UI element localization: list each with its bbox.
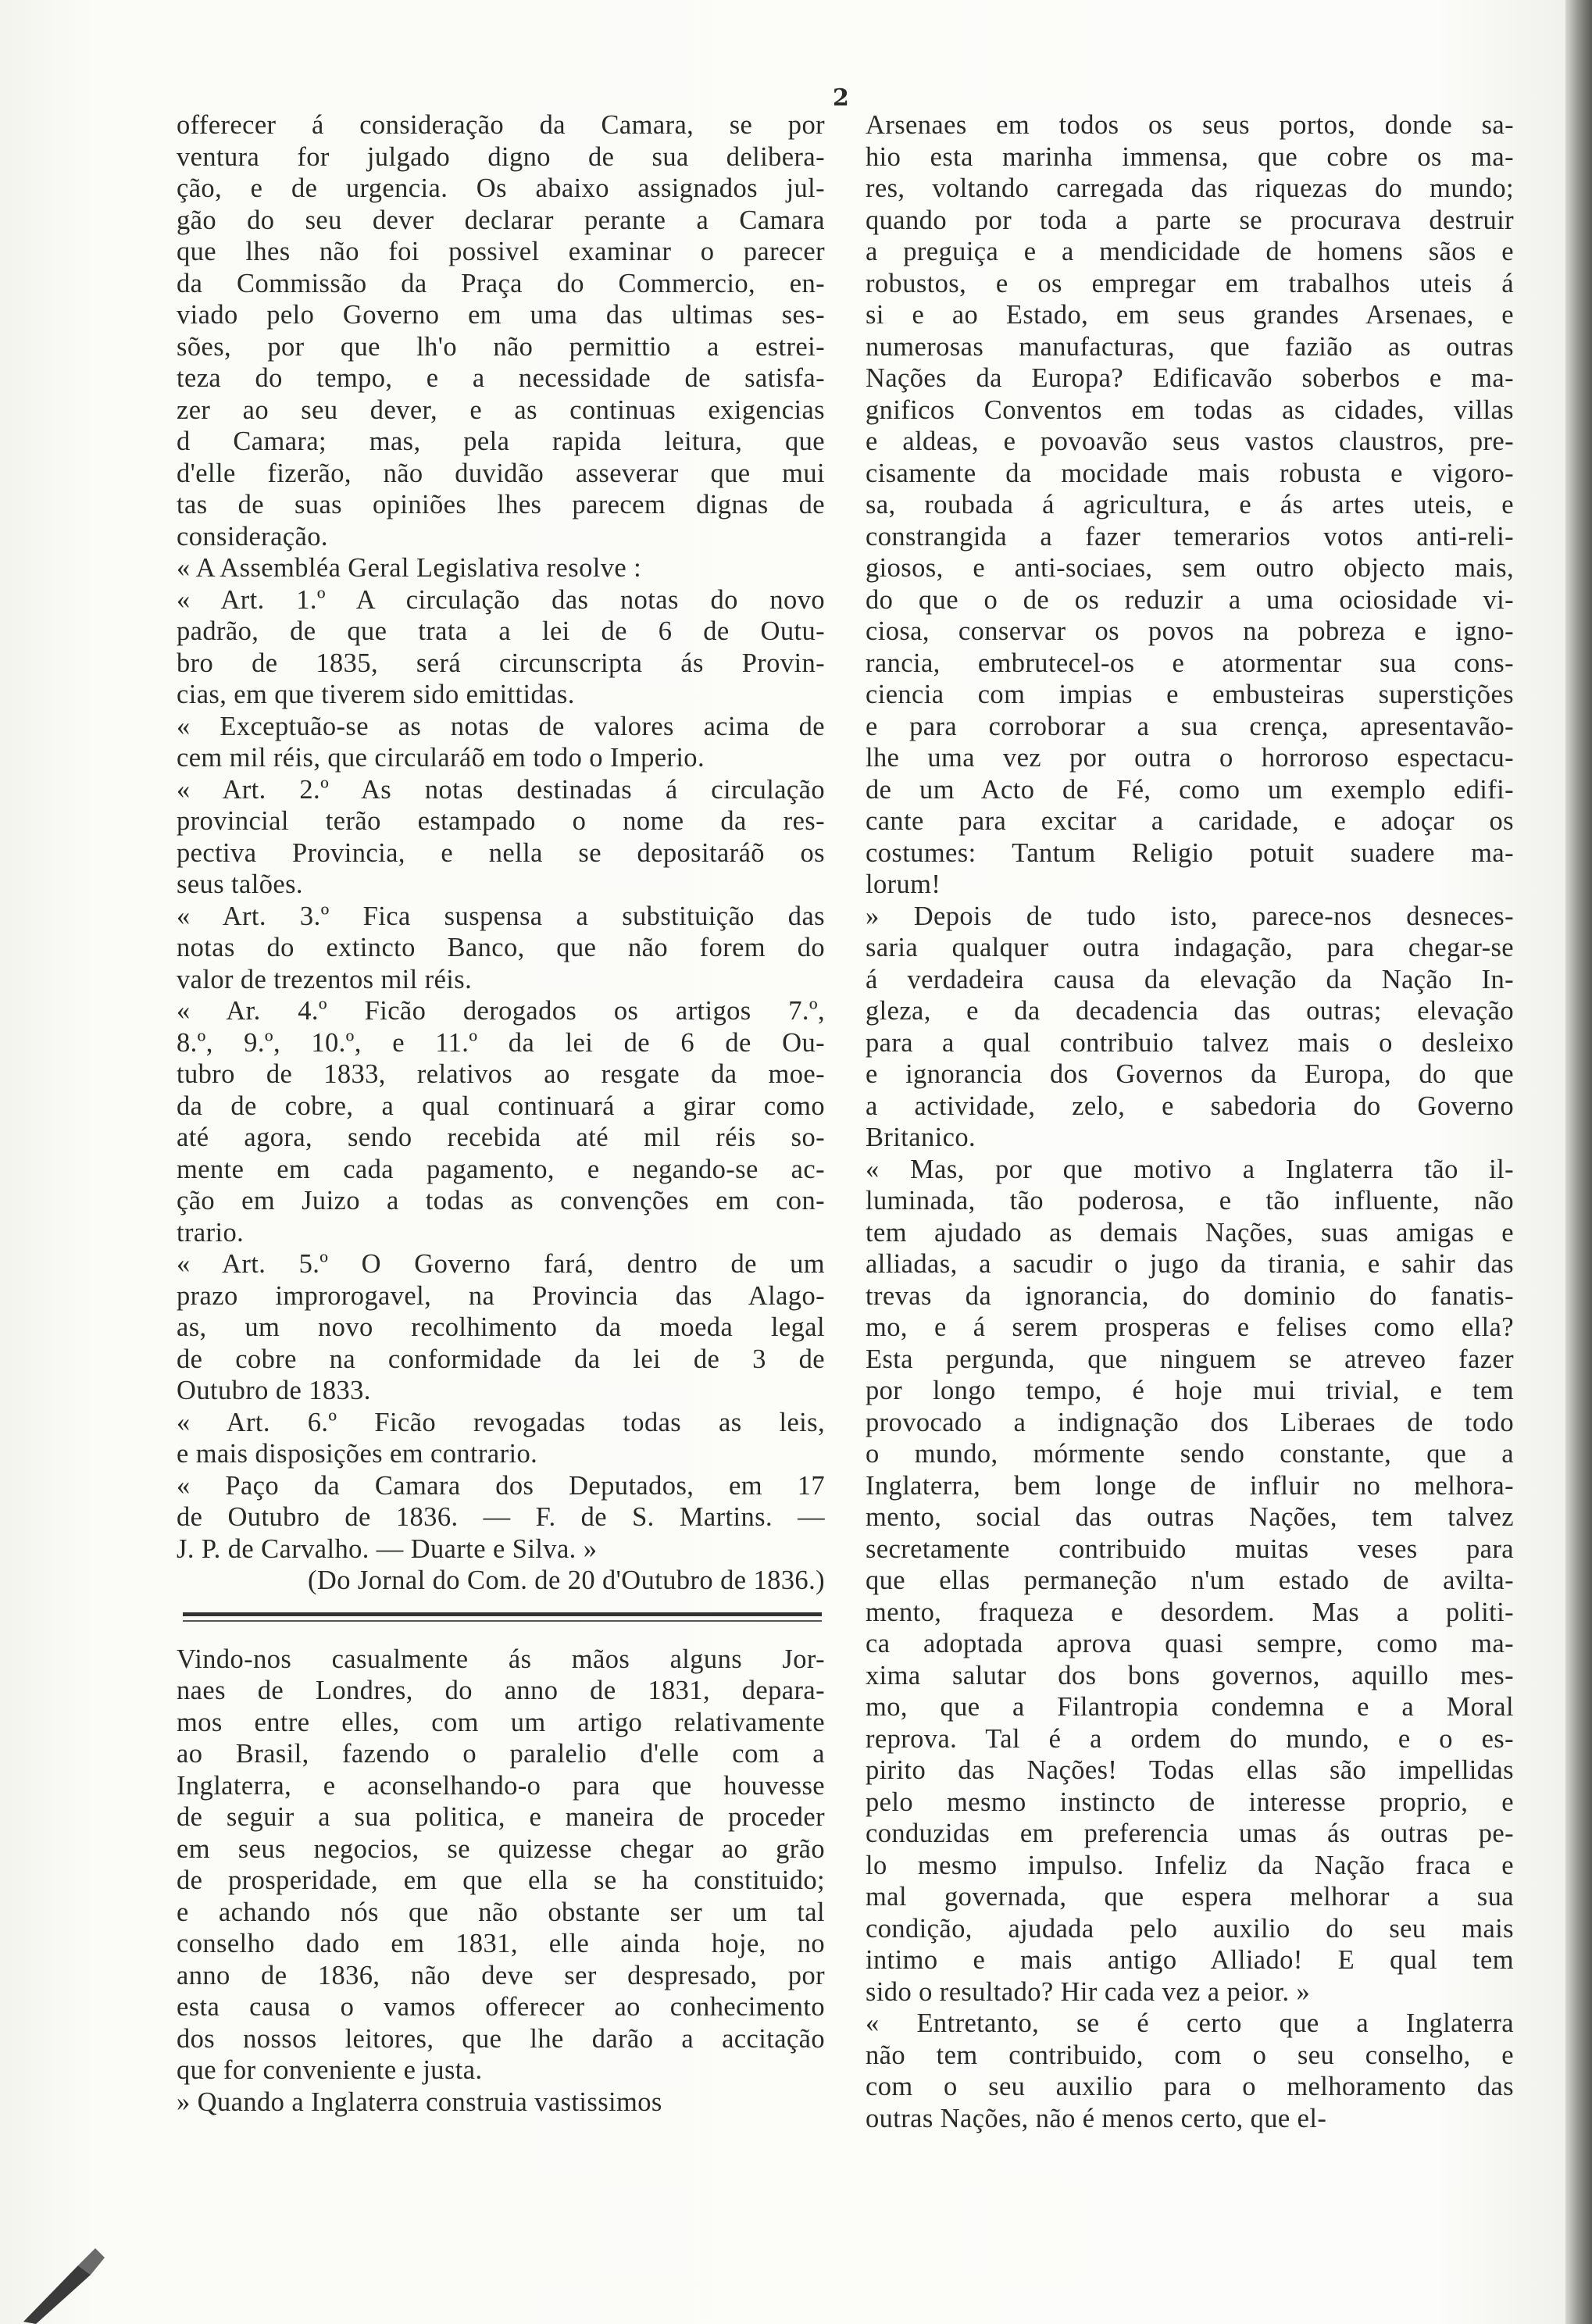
text-line: em seus negocios, se quizesse chegar ao grão — [177, 1833, 825, 1864]
text-line: prazo improrogavel, na Provincia das Alago- — [177, 1280, 825, 1311]
text-line: ciencia com impias e embusteiras superstições — [866, 680, 1514, 709]
text-line: tubro de 1833, relativos ao resgate da moe- — [177, 1059, 825, 1089]
text-line: « A Assembléa Geral Legislativa resolve : — [177, 553, 642, 583]
text-line: numerosas manufacturas, que fazião as outras — [866, 331, 1514, 362]
text-line: consideração. — [177, 521, 328, 552]
text-line: trevas da ignorancia, do dominio do fanatis- — [866, 1280, 1514, 1311]
text-line: » Depois de tudo isto, parece-nos desneces- — [866, 901, 1514, 931]
text-line: gnificos Conventos em todas as cidades, villas — [866, 394, 1514, 425]
text-line: Inglaterra, bem longe de influir no melhora- — [866, 1470, 1514, 1501]
text-line: « Entretanto, se é certo que a Inglaterra — [866, 2008, 1514, 2038]
text-line: Arsenaes em todos os seus portos, donde sa- — [866, 110, 1514, 140]
text-line: por longo tempo, é hoje mui trivial, e tem — [866, 1376, 1514, 1405]
text-line: a preguiça e a mendicidade de homens sãos e — [866, 237, 1514, 266]
text-line: hio esta marinha immensa, que cobre os ma- — [866, 141, 1514, 172]
text-line: luminada, tão poderosa, e tão influente, não — [866, 1186, 1514, 1216]
text-line: que ellas permaneção n'um estado de avilta- — [866, 1565, 1514, 1595]
text-line: si e ao Estado, em seus grandes Arsenaes, e — [866, 300, 1514, 330]
text-line: alliadas, a sacudir o jugo da tirania, e sahir das — [866, 1249, 1514, 1279]
text-line: Vindo-nos casualmente ás mãos alguns Jor- — [177, 1644, 825, 1674]
text-line: « Art. 6.º Ficão revogadas todas as leis, — [177, 1407, 825, 1437]
text-line: d Camara; mas, pela rapida leitura, que — [177, 427, 825, 456]
text-line: « Exceptuão-se as notas de valores acima de — [177, 711, 825, 741]
left-column — [177, 109, 825, 2118]
text-line: á verdadeira causa da elevação da Nação In- — [866, 964, 1514, 994]
text-line: lhe uma vez por outra o horroroso espectacu- — [866, 743, 1514, 773]
text-line: mento, fraqueza e desordem. Mas a politi- — [866, 1597, 1514, 1627]
text-line: Esta pergunda, que ninguem se atreveo fazer — [866, 1344, 1514, 1374]
text-line: ao Brasil, fazendo o paralelio d'elle com a — [177, 1739, 825, 1769]
text-line: do que o de os reduzir a uma ociosidade vi- — [866, 584, 1514, 615]
text-line: de cobre na conformidade da lei de 3 de — [177, 1344, 825, 1374]
text-line: e aldeas, e povoavão seus vastos claustros, pre- — [866, 427, 1514, 456]
text-line: gleza, e da decadencia das outras; elevação — [866, 996, 1514, 1026]
text-line: anno de 1836, não deve ser despresado, por — [177, 1960, 825, 1990]
text-line: que lhes não foi possivel examinar o parecer — [177, 237, 825, 266]
text-line: dos nossos leitores, que lhe darão a accitação — [177, 2023, 825, 2054]
text-line: Inglaterra, e aconselhando-o para que houvesse — [177, 1770, 825, 1801]
text-line: sa, roubada á agricultura, e ás artes uteis, e — [866, 490, 1514, 519]
text-line: J. P. de Carvalho. — Duarte e Silva. » — [177, 1533, 598, 1564]
text-line: provincial terão estampado o nome da res- — [177, 806, 825, 836]
text-line: seus talões. — [177, 869, 303, 899]
text-line: de um Acto de Fé, como um exemplo edifi- — [866, 774, 1514, 805]
text-line: mo, que a Filantropia condemna e a Moral — [866, 1692, 1514, 1722]
text-line: mo, e á serem prosperas e felises como ella? — [866, 1312, 1514, 1342]
text-line: padrão, de que trata a lei de 6 de Outu- — [177, 616, 825, 646]
text-line: lo mesmo impulso. Infeliz da Nação fraca e — [866, 1850, 1514, 1880]
text-line: « Art. 5.º O Governo fará, dentro de um — [177, 1249, 825, 1279]
text-line: e achando nós que não obstante ser um tal — [177, 1897, 825, 1927]
text-line: valor de trezentos mil réis. — [177, 964, 473, 994]
text-line: a actividade, zelo, e sabedoria do Governo — [866, 1091, 1514, 1121]
text-line: outras Nações, não é menos certo, que el- — [866, 2103, 1327, 2133]
text-line: intimo e mais antigo Alliado! E qual tem — [866, 1945, 1514, 1975]
text-line: Nações da Europa? Edificavão soberbos e ma- — [866, 363, 1514, 393]
text-line: para a qual contribuio talvez mais o desleixo — [866, 1027, 1514, 1058]
text-line: mento, social das outras Nações, tem talvez — [866, 1502, 1514, 1532]
text-line: viado pelo Governo em uma das ultimas ses- — [177, 300, 825, 330]
text-line: de prosperidade, em que ella se ha constituido; — [177, 1865, 825, 1895]
text-line: gão do seu dever declarar perante a Camara — [177, 205, 825, 235]
text-line: res, voltando carregada das riquezas do mundo; — [866, 173, 1514, 203]
text-line: cisamente da mocidade mais robusta e vigoro- — [866, 458, 1514, 488]
text-line: esta causa o vamos offerecer ao conhecimento — [177, 1992, 825, 2022]
text-line: rancia, embrutecel-os e atormentar sua cons- — [866, 648, 1514, 678]
text-line: da Commissão da Praça do Commercio, en- — [177, 268, 825, 298]
text-line: sido o resultado? Hir cada vez a peior. » — [866, 1976, 1311, 2007]
text-line: Outubro de 1833. — [177, 1376, 371, 1405]
text-line: offerecer á consideração da Camara, se por — [177, 110, 825, 140]
text-line: pectiva Provincia, e nella se depositaráõ os — [177, 837, 825, 868]
text-line: « Art. 1.º A circulação das notas do novo — [177, 584, 825, 615]
text-line: « Art. 3.º Fica suspensa a substituição das — [177, 901, 825, 931]
text-line: saria qualquer outra indagação, para chegar-se — [866, 933, 1514, 962]
text-line: as, um novo recolhimento da moeda legal — [177, 1312, 825, 1342]
right-column — [866, 109, 1514, 2134]
text-line: trario. — [177, 1217, 245, 1248]
text-line: da de cobre, a qual continuará a girar como — [177, 1091, 825, 1121]
text-line: mos entre elles, com um artigo relativamente — [177, 1707, 825, 1737]
text-line: notas do extincto Banco, que não forem do — [177, 933, 825, 962]
text-line: lorum! — [866, 869, 941, 899]
text-line: ção em Juizo a todas as convenções em con- — [177, 1186, 825, 1216]
text-line: cias, em que tiverem sido emittidas. — [177, 680, 575, 709]
text-line: não tem contribuido, com o seu conselho, e — [866, 2040, 1514, 2070]
text-line: xima salutar dos bons governos, aquillo mes- — [866, 1660, 1514, 1690]
text-line: pirito das Nações! Todas ellas são impellidas — [866, 1755, 1514, 1785]
text-line: cante para excitar a caridade, e adoçar os — [866, 806, 1514, 836]
text-line: « Ar. 4.º Ficão derogados os artigos 7.º, — [177, 996, 825, 1026]
text-line: constrangida a fazer temerarios votos anti-reli- — [866, 521, 1514, 552]
text-line: (Do Jornal do Com. de 20 d'Outubro de 1836.) — [308, 1565, 825, 1595]
section-divider — [177, 1597, 825, 1644]
page-number: 2 — [833, 84, 849, 112]
text-line: com o seu auxilio para o melhoramento das — [866, 2072, 1514, 2101]
text-line: giosos, e anti-sociaes, sem outro objecto mais, — [866, 553, 1514, 583]
text-line: ção, e de urgencia. Os abaixo assignados jul- — [177, 173, 825, 203]
text-line: cem mil réis, que circularáõ em todo o Imperio. — [177, 743, 705, 773]
scan-edge — [1565, 0, 1592, 2324]
text-line: sões, por que lh'o não permittio a estrei- — [177, 331, 825, 362]
left-column-article — [177, 1644, 825, 2119]
text-line: reprova. Tal é a ordem do mundo, e o es- — [866, 1723, 1514, 1754]
text-line: bro de 1835, será circunscripta ás Provin- — [177, 648, 825, 678]
text-line: robustos, e os empregar em trabalhos uteis á — [866, 268, 1514, 298]
text-line: naes de Londres, do anno de 1831, depara- — [177, 1676, 825, 1705]
text-line: teza do tempo, e a necessidade de satisfa- — [177, 363, 825, 393]
text-line: ciosa, conservar os povos na pobreza e igno- — [866, 616, 1514, 646]
text-line: mal governada, que espera melhorar a sua — [866, 1882, 1514, 1912]
text-line: « Mas, por que motivo a Inglaterra tão il- — [866, 1154, 1514, 1184]
text-line: até agora, sendo recebida até mil réis so- — [177, 1123, 825, 1152]
text-line: conduzidas em preferencia umas ás outras pe- — [866, 1819, 1514, 1848]
text-line: « Paço da Camara dos Deputados, em 17 — [177, 1470, 825, 1501]
text-line: zer ao seu dever, e as continuas exigencias — [177, 394, 825, 425]
text-line: d'elle fizerão, não duvidão asseverar que mui — [177, 458, 825, 488]
text-line: e ignorancia dos Governos da Europa, do que — [866, 1059, 1514, 1089]
text-line: mente em cada pagamento, e negando-se ac- — [177, 1154, 825, 1184]
text-line: ca adoptada aprova quasi sempre, como ma- — [866, 1629, 1514, 1658]
text-line: » Quando a Inglaterra construia vastissimos — [177, 2087, 662, 2117]
text-line: de Outubro de 1836. — F. de S. Martins. — — [177, 1502, 825, 1532]
text-line: Britanico. — [866, 1123, 976, 1152]
pen-nib-artifact — [23, 2234, 125, 2324]
text-line: de seguir a sua politica, e maneira de proceder — [177, 1802, 825, 1832]
text-line: e mais disposições em contrario. — [177, 1439, 538, 1469]
text-line: tas de suas opiniões lhes parecem dignas de — [177, 490, 825, 519]
text-line: o mundo, mórmente sendo constante, que a — [866, 1439, 1514, 1469]
text-line: costumes: Tantum Religio potuit suadere ma- — [866, 837, 1514, 868]
text-line: ventura for julgado digno de sua delibera- — [177, 141, 825, 172]
text-line: e para corroborar a sua crença, apresentavão- — [866, 711, 1514, 741]
text-line: secretamente contribuido muitas veses para — [866, 1533, 1514, 1564]
text-line: 8.º, 9.º, 10.º, e 11.º da lei de 6 de Ou- — [177, 1027, 825, 1058]
text-line: conselho dado em 1831, elle ainda hoje, no — [177, 1929, 825, 1958]
text-line: quando por toda a parte se procurava destruir — [866, 205, 1514, 235]
text-line: « Art. 2.º As notas destinadas á circulação — [177, 774, 825, 805]
right-column-text — [866, 109, 1514, 2134]
text-line: provocado a indignação dos Liberaes de todo — [866, 1407, 1514, 1437]
left-column-text — [177, 109, 825, 1597]
text-line: que for conveniente e justa. — [177, 2055, 483, 2085]
text-line: tem ajudado as demais Nações, suas amigas e — [866, 1217, 1514, 1248]
text-line: pelo mesmo instincto de interesse proprio, e — [866, 1787, 1514, 1817]
text-line: condição, ajudada pelo auxilio do seu mais — [866, 1913, 1514, 1944]
